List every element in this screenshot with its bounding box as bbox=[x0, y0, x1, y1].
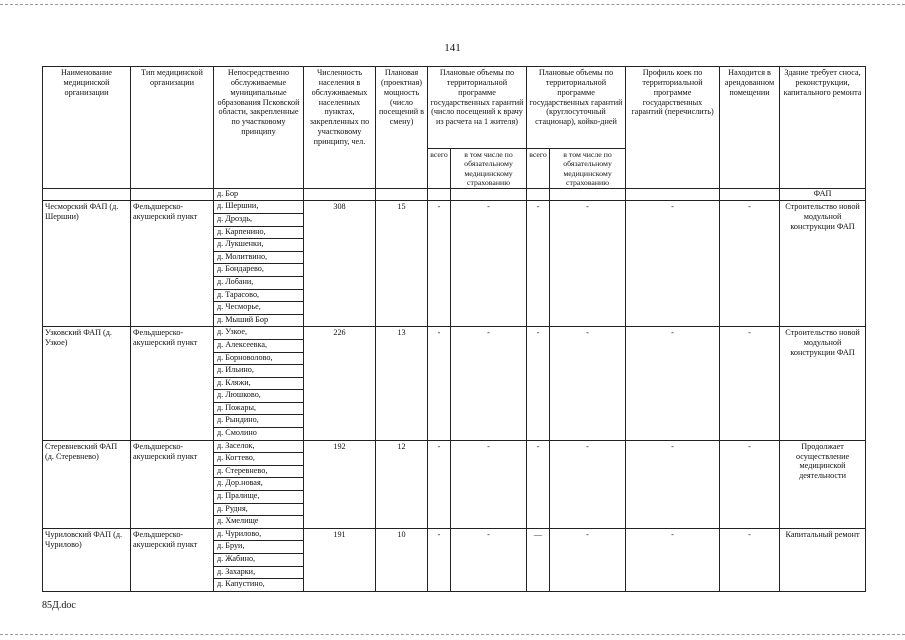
village-item: д. Жабино, bbox=[214, 554, 303, 567]
village-item: д. Лобани, bbox=[214, 277, 303, 290]
village-item: д. Рудня, bbox=[214, 504, 303, 517]
carry-cell bbox=[131, 189, 214, 201]
carry-cell bbox=[376, 189, 428, 201]
capacity-value: 12 bbox=[376, 440, 428, 528]
building-status: Строительство новой модульной конструкции ФАП bbox=[780, 201, 866, 327]
village-item: д. Заселок, bbox=[214, 441, 303, 454]
carry-cell bbox=[428, 189, 451, 201]
rented-flag: - bbox=[720, 528, 780, 591]
capacity-value: 13 bbox=[376, 327, 428, 440]
facility-name: Узковский ФАП (д. Узкое) bbox=[43, 327, 131, 440]
population-value: 192 bbox=[304, 440, 376, 528]
village-item: д. Борноволово, bbox=[214, 353, 303, 366]
village-item: д. Карпенино, bbox=[214, 227, 303, 240]
facility-type: Фельдшерско-акушерский пункт bbox=[131, 327, 214, 440]
header-capacity: Плановая (проектная) мощность (число посещений в смену) bbox=[376, 67, 428, 189]
building-status: Продолжает осуществление медицинской деятельности bbox=[780, 440, 866, 528]
village-item: д. Лукшенки, bbox=[214, 239, 303, 252]
facility-type: Фельдшерско-акушерский пункт bbox=[131, 528, 214, 591]
scan-edge-top bbox=[0, 4, 905, 5]
facility-name: Чесморский ФАП (д. Шершни) bbox=[43, 201, 131, 327]
inpatient-oms: - bbox=[550, 440, 626, 528]
rented-flag: - bbox=[720, 201, 780, 327]
carry-cell bbox=[43, 189, 131, 201]
outpatient-oms: - bbox=[451, 528, 527, 591]
village-item: д. Дор.новая, bbox=[214, 478, 303, 491]
village-item: д. Захарки, bbox=[214, 567, 303, 580]
inpatient-total: - bbox=[527, 440, 550, 528]
village-item: д. Люшково, bbox=[214, 390, 303, 403]
village-item: д. Тарасово, bbox=[214, 290, 303, 303]
facility-type: Фельдшерско-акушерский пункт bbox=[131, 201, 214, 327]
inpatient-total: - bbox=[527, 201, 550, 327]
village-item: д. Бруи, bbox=[214, 541, 303, 554]
village-list bbox=[214, 528, 304, 591]
village-list bbox=[214, 440, 304, 528]
table-row bbox=[43, 327, 866, 440]
header-beds-profile: Профиль коек по территориальной программе государственных гарантий (перечислить) bbox=[626, 67, 720, 189]
header-inpatient-total: всего bbox=[527, 149, 550, 189]
village-item: д. Рындино, bbox=[214, 415, 303, 428]
village-item: д. Капустино, bbox=[217, 579, 265, 589]
facility-rows bbox=[43, 201, 866, 591]
village-item: д. Смолино bbox=[217, 428, 257, 438]
carry-village: д. Бор bbox=[214, 189, 304, 201]
header-municipalities: Непосредственно обслуживаемые муниципальные образования Псковской области, закрепленные по участковому принципу bbox=[214, 67, 304, 189]
inpatient-oms: - bbox=[550, 327, 626, 440]
header-outpatient-oms: в том числе по обязательному медицинскому страхованию bbox=[451, 149, 527, 189]
capacity-value: 10 bbox=[376, 528, 428, 591]
header-rented: Находится в арендованном помещении bbox=[720, 67, 780, 189]
village-list bbox=[214, 201, 304, 327]
header-org-type: Тип медицинской организации bbox=[131, 67, 214, 189]
carry-cell bbox=[451, 189, 527, 201]
capacity-value: 15 bbox=[376, 201, 428, 327]
inpatient-total: - bbox=[527, 327, 550, 440]
rented-flag: - bbox=[720, 327, 780, 440]
carry-cell bbox=[527, 189, 550, 201]
page-number: 141 bbox=[444, 42, 461, 54]
outpatient-total: - bbox=[428, 201, 451, 327]
outpatient-total: - bbox=[428, 440, 451, 528]
header-outpatient-volumes: Плановые объемы по территориальной программе государственных гарантий (число посещений к врачу из расчета на 1 жителя) bbox=[428, 67, 527, 149]
outpatient-total: - bbox=[428, 528, 451, 591]
beds-profile: - bbox=[626, 440, 720, 528]
facilities-table bbox=[42, 66, 866, 592]
header-outpatient-total: всего bbox=[428, 149, 451, 189]
facility-name: Чуриловский ФАП (д. Чурилово) bbox=[43, 528, 131, 591]
table-row bbox=[43, 528, 866, 591]
population-value: 308 bbox=[304, 201, 376, 327]
table-row bbox=[43, 201, 866, 327]
carry-cell bbox=[304, 189, 376, 201]
village-item: д. Пожары, bbox=[214, 403, 303, 416]
outpatient-oms: - bbox=[451, 440, 527, 528]
population-value: 226 bbox=[304, 327, 376, 440]
inpatient-oms: - bbox=[550, 528, 626, 591]
village-item: д. Узкое, bbox=[214, 327, 303, 340]
village-item: д. Бондарево, bbox=[214, 264, 303, 277]
building-status: Строительство новой модульной конструкции ФАП bbox=[780, 327, 866, 440]
village-item: д. Пралище, bbox=[214, 491, 303, 504]
village-item: д. Кляжи, bbox=[214, 378, 303, 391]
village-item: д. Мыший Бор bbox=[217, 314, 269, 324]
building-status: Капитальный ремонт bbox=[780, 528, 866, 591]
village-item: д. Ильино, bbox=[214, 365, 303, 378]
facility-name: Стеревневский ФАП (д. Стеревнево) bbox=[43, 440, 131, 528]
outpatient-oms: - bbox=[451, 327, 527, 440]
village-item: д. Дроздь, bbox=[214, 214, 303, 227]
beds-profile: - bbox=[626, 528, 720, 591]
beds-profile: - bbox=[626, 327, 720, 440]
rented-flag: - bbox=[720, 440, 780, 528]
village-list bbox=[214, 327, 304, 440]
inpatient-oms: - bbox=[550, 201, 626, 327]
village-item: д. Алексеевка, bbox=[214, 340, 303, 353]
header-inpatient-volumes: Плановые объемы по территориальной программе государственных гарантий (круглосуточный стационар), койко-дней bbox=[527, 67, 626, 149]
footer-filename: 85Д.doc bbox=[42, 600, 76, 611]
village-item: д. Молитвино, bbox=[214, 252, 303, 265]
table-row bbox=[43, 440, 866, 528]
scan-edge-bottom bbox=[0, 634, 905, 635]
inpatient-total: — bbox=[527, 528, 550, 591]
village-item: д. Чесморье, bbox=[214, 302, 303, 315]
outpatient-total: - bbox=[428, 327, 451, 440]
village-item: д. Хмелище bbox=[217, 516, 259, 526]
beds-profile: - bbox=[626, 201, 720, 327]
village-item: д. Когтево, bbox=[214, 453, 303, 466]
header-inpatient-oms: в том числе по обязательному медицинскому страхованию bbox=[550, 149, 626, 189]
carry-cell bbox=[550, 189, 626, 201]
header-population: Численность населения в обслуживаемых населенных пунктах, закрепленных по участковому принципу, чел. bbox=[304, 67, 376, 189]
village-item: д. Стеревнево, bbox=[214, 466, 303, 479]
village-item: д. Шершни, bbox=[214, 201, 303, 214]
village-item: д. Чурилово, bbox=[214, 529, 303, 542]
population-value: 191 bbox=[304, 528, 376, 591]
carry-building: ФАП bbox=[780, 189, 866, 201]
header-org-name: Наименование медицинской организации bbox=[43, 67, 131, 189]
outpatient-oms: - bbox=[451, 201, 527, 327]
carry-cell bbox=[720, 189, 780, 201]
carry-cell bbox=[626, 189, 720, 201]
facility-type: Фельдшерско-акушерский пункт bbox=[131, 440, 214, 528]
header-building: Здание требует сноса, реконструкции, капитального ремонта bbox=[780, 67, 866, 189]
